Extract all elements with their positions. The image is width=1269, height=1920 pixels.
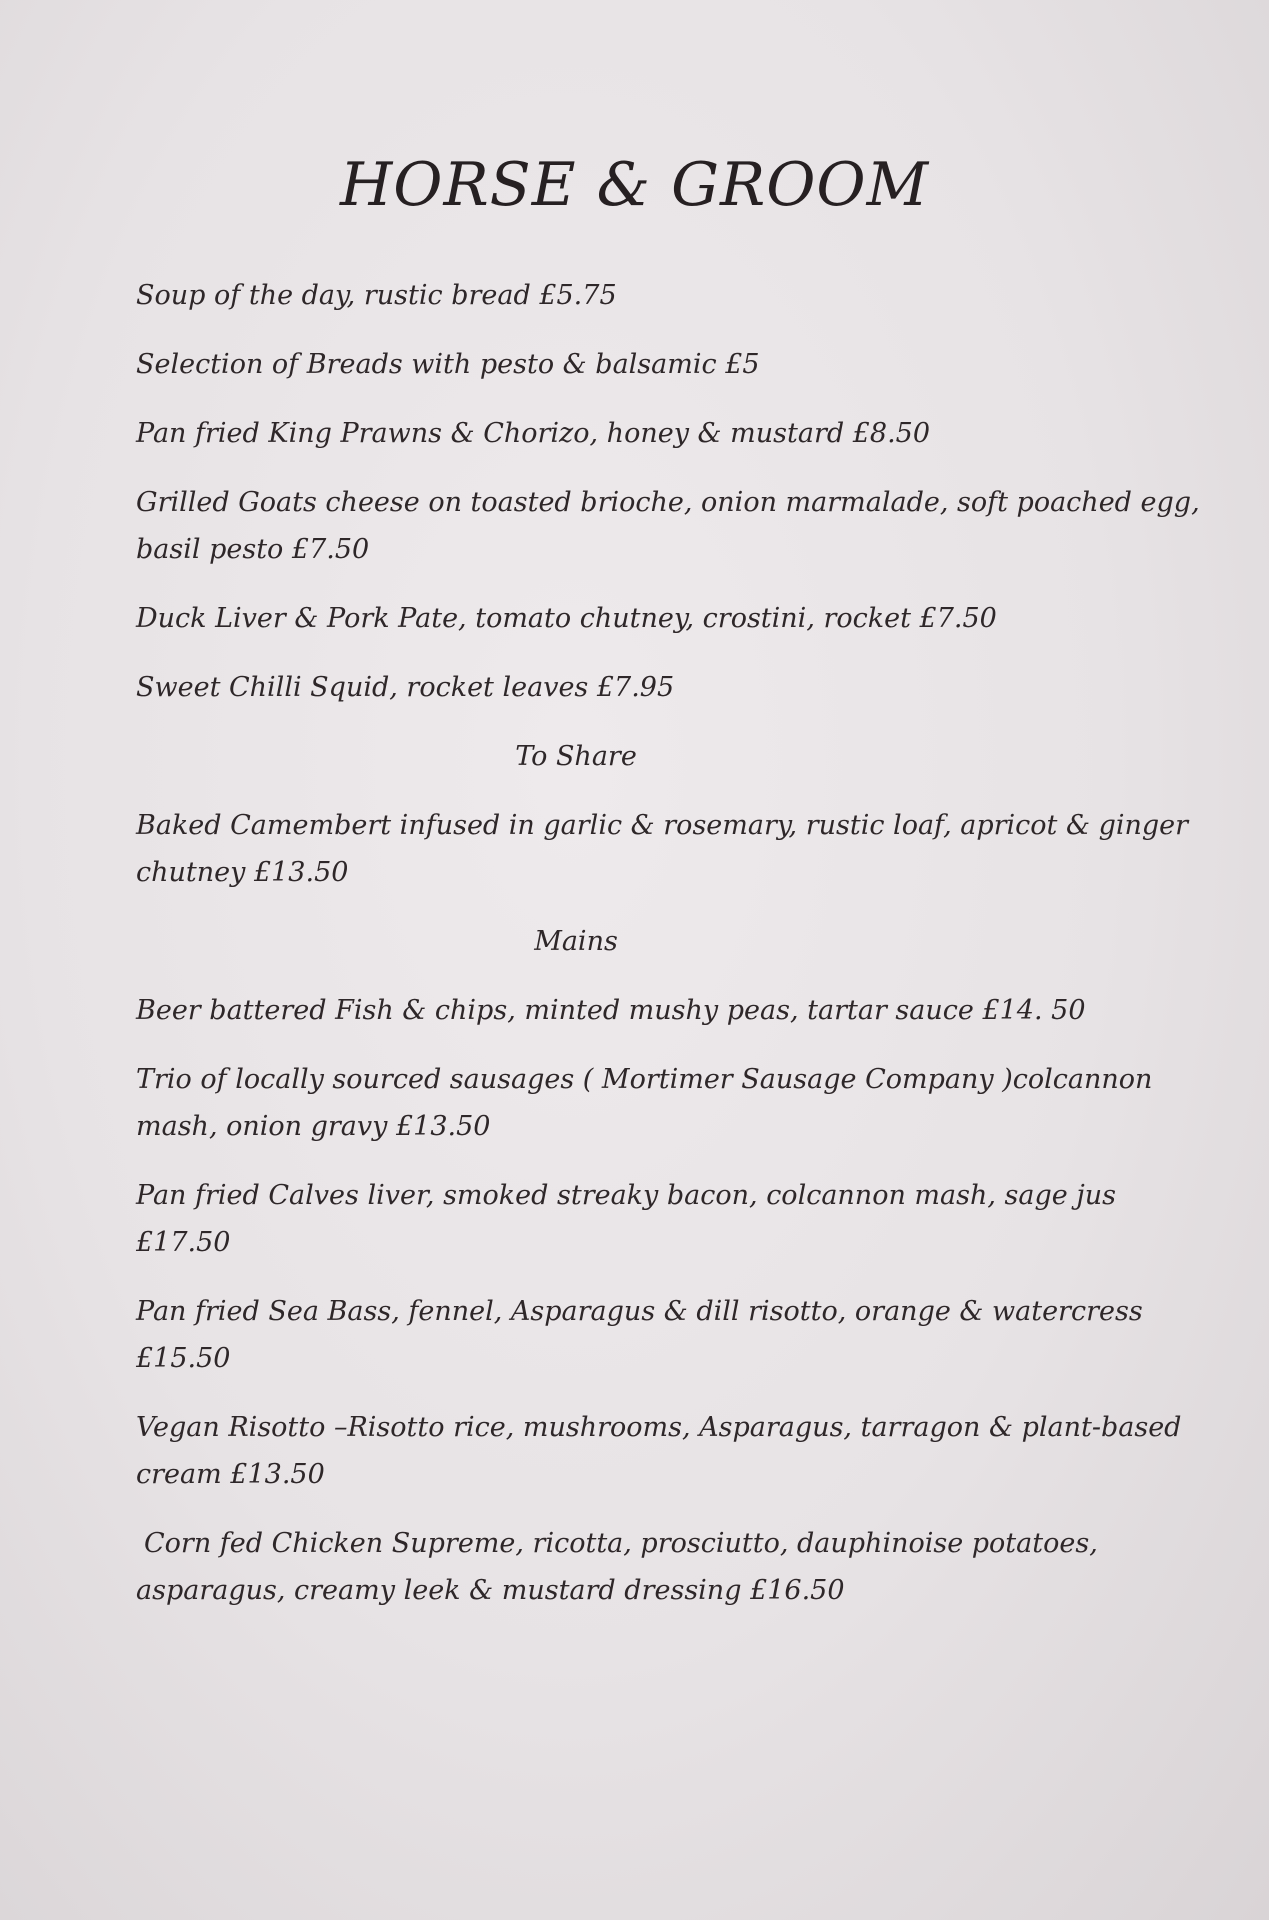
menu-item-line: Baked Camembert infused in garlic & rosemary, rustic loaf, apricot & ginger xyxy=(136,810,1189,841)
menu-item-line: Trio of locally sourced sausages ( Mortimer Sausage Company )colcannon xyxy=(136,1064,1153,1095)
menu-item-line: £17.50 xyxy=(136,1227,231,1258)
menu-item-vegan-risotto xyxy=(136,1404,1182,1498)
menu-item-line: Grilled Goats cheese on toasted brioche, onion marmalade, soft poached egg, xyxy=(136,487,1200,518)
menu-item-line: Pan fried Calves liver, smoked streaky bacon, colcannon mash, sage jus xyxy=(136,1180,1116,1211)
menu-item-line: Beer battered Fish & chips, minted mushy peas, tartar sauce £14. 50 xyxy=(136,995,1086,1026)
menu-item-chicken-supreme xyxy=(136,1520,1156,1614)
menu-item-line: £15.50 xyxy=(136,1343,231,1374)
menu-item-sea-bass xyxy=(136,1288,1156,1382)
menu-item-line: cream £13.50 xyxy=(136,1459,325,1490)
menu-item-line: Sweet Chilli Squid, rocket leaves £7.95 xyxy=(136,672,675,703)
menu-item-sausages xyxy=(136,1056,1156,1150)
menu-item-squid xyxy=(136,664,1156,711)
menu-item-line: Selection of Breads with pesto & balsamic £5 xyxy=(136,349,760,380)
menu-item-line: chutney £13.50 xyxy=(136,857,349,888)
menu-item-breads xyxy=(136,341,1156,388)
menu-item-line: mash, onion gravy £13.50 xyxy=(136,1111,491,1142)
menu-item-line: Duck Liver & Pork Pate, tomato chutney, crostini, rocket £7.50 xyxy=(136,603,997,634)
menu-item-line: asparagus, creamy leek & mustard dressing £16.50 xyxy=(136,1575,845,1606)
menu-item-line: Pan fried Sea Bass, fennel, Asparagus & dill risotto, orange & watercress xyxy=(136,1296,1143,1327)
menu-item-line: Pan fried King Prawns & Chorizo, honey & mustard £8.50 xyxy=(136,418,931,449)
menu-item-goats-cheese xyxy=(136,479,1200,573)
menu-item-pate xyxy=(136,595,1156,642)
menu-item-line: Vegan Risotto –Risotto rice, mushrooms, Asparagus, tarragon & plant-based xyxy=(136,1412,1182,1443)
menu-list xyxy=(136,272,1200,1636)
menu-item-line: basil pesto £7.50 xyxy=(136,534,370,565)
section-heading-mains: Mains xyxy=(534,926,618,957)
section-heading-share: To Share xyxy=(515,741,637,772)
menu-item-calves-liver xyxy=(136,1172,1156,1266)
menu-item-line: Soup of the day, rustic bread £5.75 xyxy=(136,280,617,311)
menu-item-fish-chips xyxy=(136,987,1156,1034)
menu-item-camembert xyxy=(136,802,1189,896)
restaurant-title: HORSE & GROOM xyxy=(339,150,930,220)
menu-item-prawns xyxy=(136,410,1156,457)
menu-item-soup xyxy=(136,272,1156,319)
menu-item-line: Corn fed Chicken Supreme, ricotta, prosciutto, dauphinoise potatoes, xyxy=(144,1528,1098,1559)
